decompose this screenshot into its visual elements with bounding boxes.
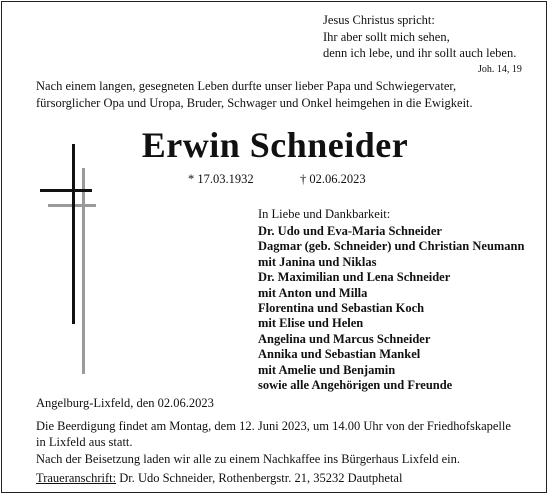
mourner-line: Annika und Sebastian Mankel [258,347,421,362]
bible-verse [323,12,516,62]
death-date: † 02.06.2023 [300,172,366,186]
address-text: Dr. Udo Schneider, Rothenbergstr. 21, 35232 Dautphetal [116,471,403,485]
verse-line: Jesus Christus spricht: [323,13,435,27]
intro-line: Nach einem langen, gesegneten Leben durfte unser lieber Papa und Schwiegervater, [36,79,457,93]
mourner-line: mit Janina und Niklas [258,254,377,269]
funeral-line: Die Beerdigung findet am Montag, dem 12. Juni 2023, um 14.00 Uhr von der Friedhofskapelle [36,419,511,433]
funeral-line: in Lixfeld aus statt. [36,435,133,449]
funeral-info [36,418,511,450]
cross-vertical [72,144,75,324]
intro-text [36,78,473,112]
cross-icon [36,140,96,380]
mourners-heading: In Liebe und Dankbarkeit: [258,207,391,221]
mourner-line: Dr. Maximilian und Lena Schneider [258,270,451,285]
verse-line: Ihr aber sollt mich sehen, [323,29,450,44]
mourner-line: Angelina und Marcus Schneider [258,331,431,346]
verse-line: denn ich lebe, und ihr sollt auch leben. [323,46,517,60]
verse-reference: Joh. 14, 19 [478,64,522,75]
mourner-line: Florentina und Sebastian Koch [258,301,425,316]
mourner-line: mit Amelie und Benjamin [258,362,396,377]
cross-horizontal [40,189,92,192]
mourner-line: Dr. Udo und Eva-Maria Schneider [258,224,442,238]
mourner-line: mit Anton und Milla [258,285,368,300]
mourner-line: sowie alle Angehörigen und Freunde [258,378,453,393]
coffee-invitation: Nach der Beisetzung laden wir alle zu einem Nachkaffee ins Bürgerhaus Lixfeld ein. [36,452,461,466]
cross-shadow-vertical [82,168,85,374]
address-label: Traueranschrift: [36,471,117,485]
mourners-list [258,224,524,393]
intro-line: fürsorglicher Opa und Uropa, Bruder, Schwager und Onkel heimgehen in die Ewigkeit. [36,96,473,110]
birth-date: * 17.03.1932 [188,172,254,186]
mourning-address [36,471,402,486]
mourner-line: Dagmar (geb. Schneider) und Christian Neumann [258,239,525,254]
place-and-date: Angelburg-Lixfeld, den 02.06.2023 [36,396,214,410]
deceased-name: Erwin Schneider [141,125,409,165]
mourner-line: mit Elise und Helen [258,316,364,331]
